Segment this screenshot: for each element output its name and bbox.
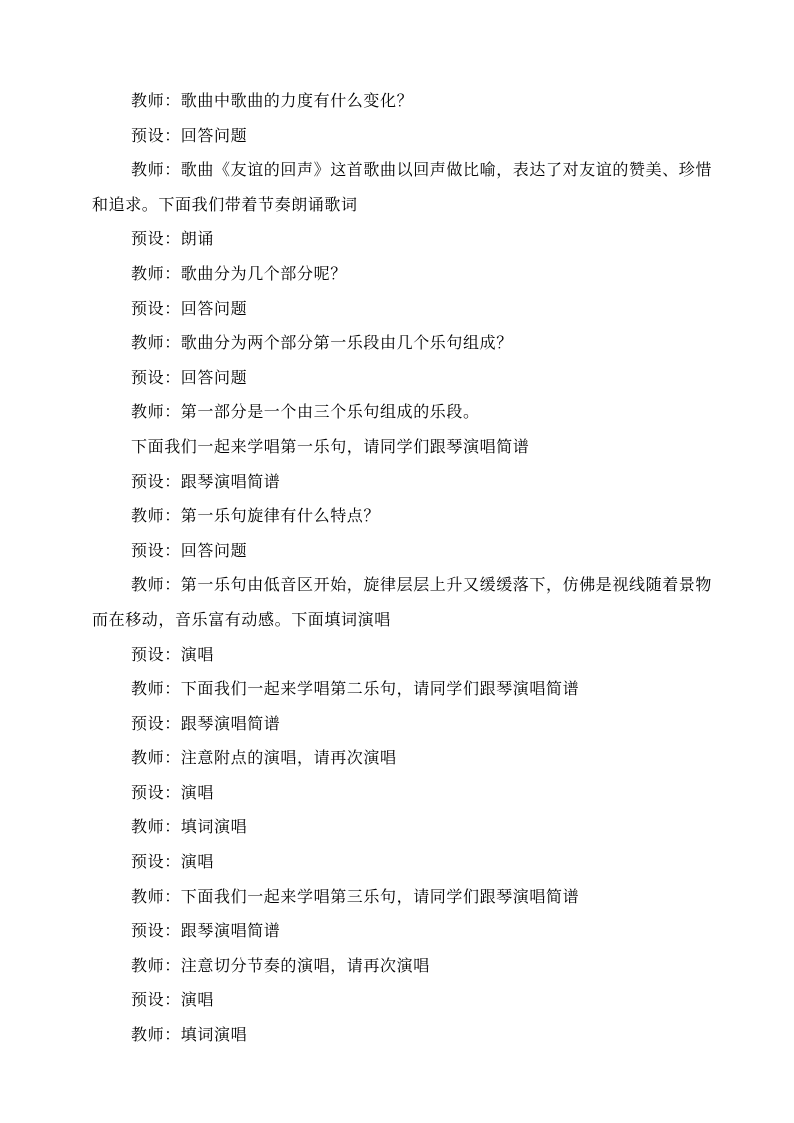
paragraph: 预设：演唱 xyxy=(131,782,215,802)
paragraph: 教师：歌曲分为两个部分第一乐段由几个乐句组成？ xyxy=(131,333,513,353)
paragraph: 教师：注意附点的演唱，请再次演唱 xyxy=(131,748,397,768)
paragraph: 预设：回答问题 xyxy=(131,367,248,387)
paragraph: 教师：第一乐句旋律有什么特点？ xyxy=(131,506,381,526)
paragraph: 教师：第一乐句由低音区开始，旋律层层上升又缓缓落下，仿佛是视线随着景物而在移动，音乐富有动感。下面填词演唱 xyxy=(92,575,713,629)
paragraph: 教师：歌曲中歌曲的力度有什么变化？ xyxy=(131,91,414,110)
paragraph: 教师：歌曲《友谊的回声》这首歌曲以回声做比喻，表达了对友谊的赞美、珍惜和追求。下面我们带着节奏朗诵歌词 xyxy=(92,160,713,214)
paragraph: 教师：填词演唱 xyxy=(131,1025,248,1045)
paragraph: 教师：填词演唱 xyxy=(131,817,248,837)
paragraph: 预设：跟琴演唱简谱 xyxy=(131,471,281,491)
paragraph: 教师：歌曲分为几个部分呢？ xyxy=(131,263,347,283)
paragraph: 预设：朗诵 xyxy=(131,229,215,249)
paragraph: 预设：回答问题 xyxy=(131,540,248,560)
paragraph: 下面我们一起来学唱第一乐句，请同学们跟琴演唱简谱 xyxy=(131,436,530,456)
paragraph: 预设：回答问题 xyxy=(131,125,248,145)
paragraph: 预设：演唱 xyxy=(131,644,215,664)
paragraph: 预设：演唱 xyxy=(131,852,215,872)
paragraph: 预设：跟琴演唱简谱 xyxy=(131,713,281,733)
paragraph: 预设：跟琴演唱简谱 xyxy=(131,921,281,941)
paragraph: 教师：第一部分是一个由三个乐句组成的乐段。 xyxy=(131,402,480,422)
paragraph: 预设：回答问题 xyxy=(131,298,248,318)
document-body xyxy=(92,84,712,1053)
paragraph: 教师：下面我们一起来学唱第三乐句，请同学们跟琴演唱简谱 xyxy=(131,886,580,906)
paragraph: 教师：注意切分节奏的演唱，请再次演唱 xyxy=(131,955,430,975)
paragraph: 教师：下面我们一起来学唱第二乐句，请同学们跟琴演唱简谱 xyxy=(131,679,580,699)
paragraph: 预设：演唱 xyxy=(131,990,215,1010)
